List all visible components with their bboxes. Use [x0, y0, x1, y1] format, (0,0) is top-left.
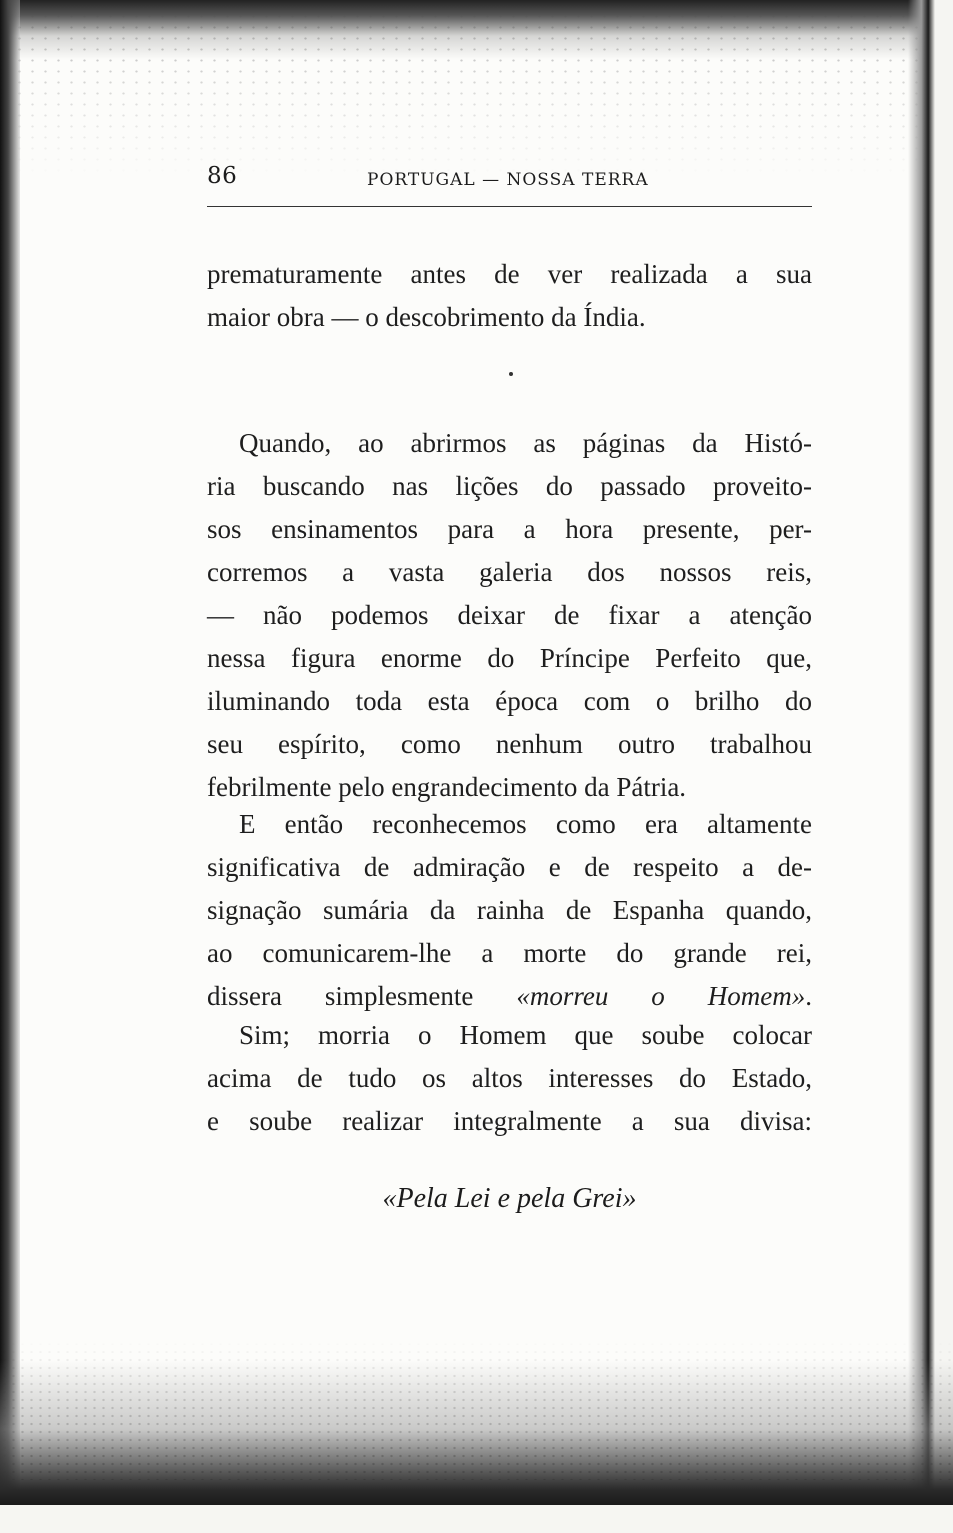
scan-edge-top	[0, 0, 953, 60]
text-line: Quando, ao abrirmos as páginas da Histó-	[239, 428, 812, 458]
text-segment: dissera simplesmente	[207, 981, 517, 1011]
text-line: nessa figura enorme do Príncipe Perfeito que,	[207, 643, 812, 673]
paragraph-3	[207, 803, 812, 1018]
text-segment: .	[805, 981, 812, 1011]
text-line: e soube realizar integralmente a sua divisa:	[207, 1106, 812, 1136]
page-number: 86	[207, 163, 238, 189]
text-line: prematuramente antes de ver realizada a sua	[207, 259, 812, 289]
text-line: febrilmente pelo engrandecimento da Pátria.	[207, 772, 687, 802]
header-rule	[207, 206, 812, 207]
paragraph-1	[207, 253, 812, 339]
text-line: iluminando toda esta época com o brilho do	[207, 686, 812, 716]
text-line: ao comunicarem-lhe a morte do grande rei,	[207, 938, 812, 968]
running-head: PORTUGAL — NOSSA TERRA	[367, 170, 649, 190]
scan-margin-bottom	[0, 1505, 953, 1533]
text-line: sos ensinamentos para a hora presente, per-	[207, 514, 812, 544]
text-line: significativa de admiração e de respeito a de-	[207, 852, 812, 882]
text-line: maior obra — o descobrimento da Índia.	[207, 302, 646, 332]
scan-edge-left	[0, 0, 20, 1533]
text-line: acima de tudo os altos interesses do Estado,	[207, 1063, 812, 1093]
motto: «Pela Lei e pela Grei»	[382, 1183, 637, 1214]
text-line: signação sumária da rainha de Espanha quando,	[207, 895, 812, 925]
section-separator-dot	[509, 372, 513, 376]
text-line: seu espírito, como nenhum outro trabalhou	[207, 729, 812, 759]
text-line: E então reconhecemos como era altamente	[239, 809, 812, 839]
text-line: ria buscando nas lições do passado proveito-	[207, 471, 812, 501]
text-line: corremos a vasta galeria dos nossos reis,	[207, 557, 812, 587]
paragraph-2	[207, 422, 812, 809]
scan-edge-right	[908, 0, 953, 1533]
text-line: — não podemos deixar de fixar a atenção	[207, 600, 812, 630]
text-line: Sim; morria o Homem que soube colocar	[239, 1020, 812, 1050]
paragraph-4	[207, 1014, 812, 1143]
quoted-phrase: «morreu o Homem»	[516, 981, 806, 1011]
text-line-final	[207, 975, 812, 1018]
